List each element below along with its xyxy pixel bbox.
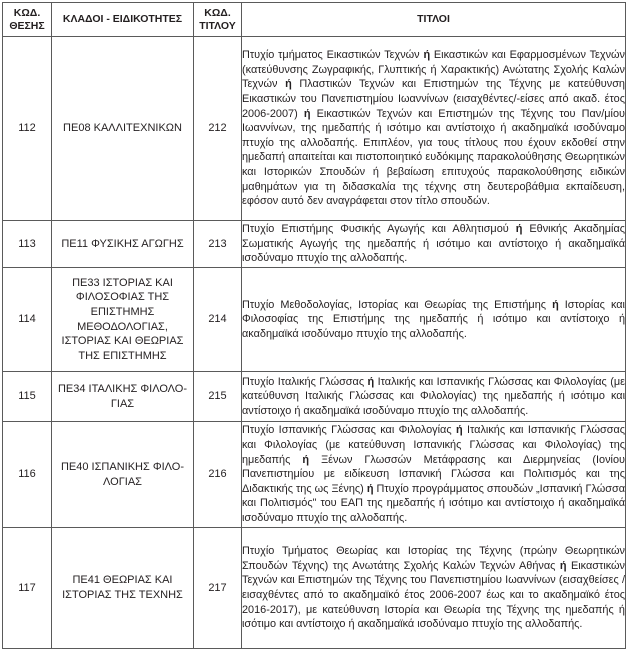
branch-cell: ΠΕ34 ΙΤΑΛΙΚΗΣ ΦΙΛΟΛΟ-ΓΙΑΣ xyxy=(52,372,194,422)
titles-cell xyxy=(242,221,626,268)
header-position-code: ΚΩΔ. ΘΕΣΗΣ xyxy=(3,3,52,37)
titles-cell xyxy=(242,372,626,422)
title-text: Πλαστικών Τεχνών και Επιστημών της Τέχνης με κατεύθυνση Εικαστικών του Πανεπιστημίου Ιωαννίνων (εισαχθέντες/-είσες από ακαδ. έτος 2006-2007) xyxy=(242,78,625,120)
header-row xyxy=(3,3,626,37)
table-row xyxy=(3,37,626,221)
titles-cell xyxy=(242,422,626,528)
title-text: Εικαστικών Τεχνών και Επιστημών της Τέχνης του Πανεπιστημίου Ιωαννίνων (εισαχθείσες /εισαχθέντες από το ακαδημαϊκό έτος 2006-2007 έως και το ακαδημαϊκό έτος 2016-2017), με κατεύθυνση Ιστορία και Θεωρία της Τέχνης της ημεδαπής ή ισότιμο και αντίστοιχο ή ακαδημαϊκά ισοδύναμο πτυχίο της αλλοδαπής. xyxy=(242,559,625,631)
title-text: Εθνικής Ακαδημίας Σωματικής Αγωγής της ημεδαπής ή ισότιμο και αντίστοιχο ή ακαδημαϊκά ισοδύναμο πτυχίο της αλλοδαπής. xyxy=(242,223,625,265)
header-title-code: ΚΩΔ. ΤΙΤΛΟΥ xyxy=(194,3,242,37)
title-text: Πτυχίο Τμήματος Θεωρίας και Ιστορίας της Τέχνης (πρώην Θεωρητικών Σπουδών Τέχνης) της Ανωτάτης Σχολής Καλών Τεχνών Αθήνας xyxy=(242,545,625,572)
or-connector: ή xyxy=(515,223,523,236)
header-titles: ΤΙΤΛΟΙ xyxy=(242,3,626,37)
branch-cell: ΠΕ40 ΙΣΠΑΝΙΚΗΣ ΦΙΛΟ-ΛΟΓΙΑΣ xyxy=(52,422,194,528)
title-text: Πτυχίο προγράμματος σπουδών „Ισπανική Γλώσσα και Πολιτισμός" του ΕΑΠ της ημεδαπής ή ισότιμο και αντίστοιχο ή ακαδημαϊκά ισοδύναμο πτυχίο της αλλοδαπής. xyxy=(242,482,626,524)
branch-cell: ΠΕ08 ΚΑΛΛΙΤΕΧΝΙΚΩΝ xyxy=(52,37,194,221)
position-code-cell: 114 xyxy=(3,268,52,372)
or-connector: ή xyxy=(367,375,375,388)
table-row xyxy=(3,221,626,268)
table-row xyxy=(3,528,626,649)
or-connector: ή xyxy=(559,559,567,572)
title-text: Ιστορίας και Φιλοσοφίας της Επιστήμης της ημεδαπής ή ισότιμο και αντίστοιχο ή ακαδημαϊκά ισοδύναμο πτυχίο της αλλοδαπής. xyxy=(242,298,625,340)
titles-cell xyxy=(242,268,626,372)
title-text: Εικαστικών και Εφαρμοσμένων Τεχνών (κατεύθυνσης Ζωγραφικής, Γλυπτικής ή Χαρακτικής) Ανώτατης Σχολής Καλών Τεχνών xyxy=(242,49,626,91)
position-code-cell: 116 xyxy=(3,422,52,528)
title-code-cell: 217 xyxy=(194,528,242,649)
or-connector: ή xyxy=(423,49,431,62)
title-text: Ιταλικής και Ισπανικής Γλώσσας και Φιλολογίας (με κατεύθυνση Ιταλικής Γλώσσας και Φιλολογίας) της ημεδαπής ή ισότιμο και αντίστοιχο ή ακαδημαϊκά ισοδύναμο πτυχίο της αλλοδαπής. xyxy=(242,375,626,417)
title-text: Πτυχίο Ισπανικής Γλώσσας και Φιλολογίας xyxy=(242,424,456,437)
branch-cell: ΠΕ41 ΘΕΩΡΙΑΣ ΚΑΙ ΙΣΤΟΡΙΑΣ ΤΗΣ ΤΕΧΝΗΣ xyxy=(52,528,194,649)
position-code-cell: 115 xyxy=(3,372,52,422)
title-text: Εικαστικών Τεχνών και Επιστημών της Τέχνης του Παν/μίου Ιωαννίνων, της ημεδαπής ή ισότιμο και αντίστοιχο ή ακαδημαϊκά ισοδύναμο πτυχίο της αλλοδαπής. Επιπλέον, για τους τίτλους που έχουν εκδοθεί στην ημεδαπή απαιτείται και πιστοποιητικό ευδόκιμης παρακολούθησης Θεωρητικών και Ιστορικών Σπουδών ή βεβαίωση επιτυχούς παρακολούθησης ειδικών μαθημάτων για τη διδασκαλία της τέχνης στη δευτεροβάθμια εκπαίδευση, εφόσον αυτό δεν αναγράφεται στον τίτλο σπουδών. xyxy=(242,107,625,208)
title-code-cell: 214 xyxy=(194,268,242,372)
table-row xyxy=(3,268,626,372)
title-text: Πτυχίο τμήματος Εικαστικών Τεχνών xyxy=(242,49,424,62)
title-text: Πτυχίο Επιστήμης Φυσικής Αγωγής και Αθλητισμού xyxy=(242,223,516,236)
title-text: Ξένων Γλωσσών Μετάφρασης και Διερμηνείας (Ιονίου Πανεπιστημίου με ειδίκευση Ισπανική Γλώσσα και Πολιτισμός και της Διδακτικής της ως Ξένης) xyxy=(242,453,625,495)
titles-cell xyxy=(242,528,626,649)
or-connector: ή xyxy=(303,107,311,120)
branch-cell: ΠΕ11 ΦΥΣΙΚΗΣ ΑΓΩΓΗΣ xyxy=(52,221,194,268)
table-row xyxy=(3,372,626,422)
position-code-cell: 117 xyxy=(3,528,52,649)
header-branches: ΚΛΑΔΟΙ - ΕΙΔΙΚΟΤΗΤΕΣ xyxy=(52,3,194,37)
title-code-cell: 213 xyxy=(194,221,242,268)
position-code-cell: 112 xyxy=(3,37,52,221)
title-code-cell: 216 xyxy=(194,422,242,528)
title-code-cell: 215 xyxy=(194,372,242,422)
titles-cell xyxy=(242,37,626,221)
title-code-cell: 212 xyxy=(194,37,242,221)
title-text: Πτυχίο Ιταλικής Γλώσσας xyxy=(242,375,368,388)
qualifications-table xyxy=(2,2,626,649)
or-connector: ή xyxy=(455,424,463,437)
or-connector: ή xyxy=(302,453,310,466)
table-row xyxy=(3,422,626,528)
or-connector: ή xyxy=(552,298,559,311)
position-code-cell: 113 xyxy=(3,221,52,268)
title-text: Ιταλικής και Ισπανικής Γλώσσας και Φιλολογίας (με κατεύθυνση Ισπανικής Γλώσσας και Φιλολογίας) της ημεδαπής xyxy=(242,424,625,466)
branch-cell: ΠΕ33 ΙΣΤΟΡΙΑΣ ΚΑΙ ΦΙΛΟΣΟΦΙΑΣ ΤΗΣ ΕΠΙΣΤΗΜΗΣ ΜΕΘΟΔΟΛΟΓΙΑΣ, ΙΣΤΟΡΙΑΣ ΚΑΙ ΘΕΩΡΙΑΣ ΤΗΣ ΕΠΙΣΤΗΜΗΣ xyxy=(52,268,194,372)
or-connector: ή xyxy=(366,482,374,495)
or-connector: ή xyxy=(285,78,292,91)
title-text: Πτυχίο Μεθοδολογίας, Ιστορίας και Θεωρίας της Επιστήμης xyxy=(242,298,553,311)
